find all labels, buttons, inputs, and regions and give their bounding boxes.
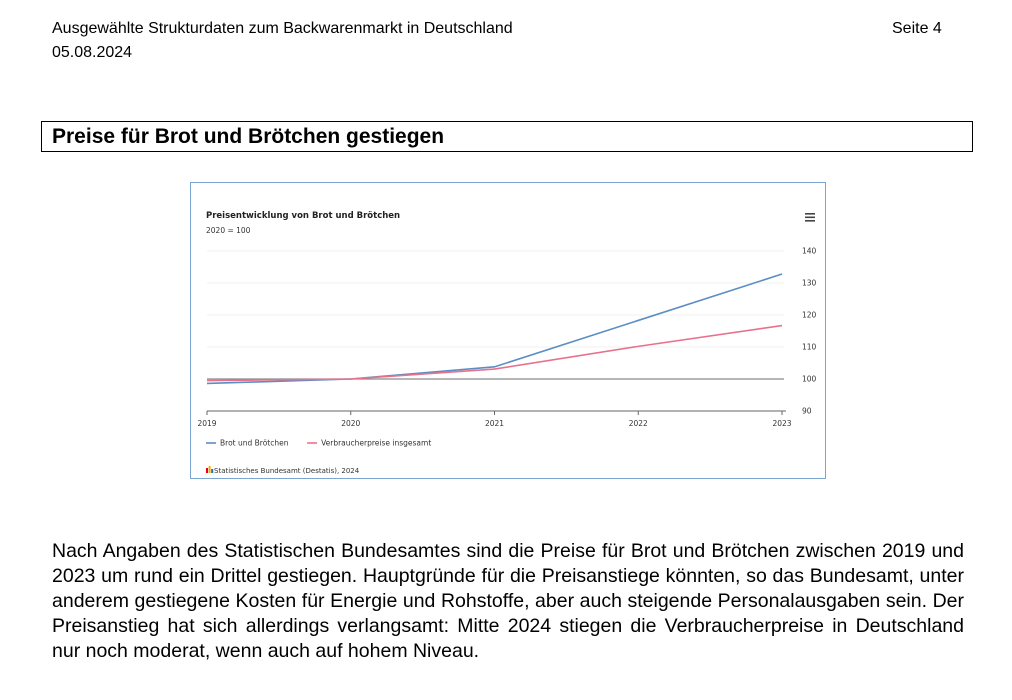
page-number: Seite 4: [892, 20, 942, 37]
section-title: Preise für Brot und Brötchen gestiegen: [52, 125, 445, 148]
xtick-label: 2020: [341, 419, 361, 428]
series-line-2: [207, 326, 782, 381]
chart-title: Preisentwicklung von Brot und Brötchen: [206, 211, 401, 221]
chart-source: Statistisches Bundesamt (Destatis), 2024: [214, 467, 360, 475]
xtick-label: 2023: [772, 419, 792, 428]
xtick-label: 2019: [197, 419, 217, 428]
ytick-label: 110: [802, 342, 817, 352]
ytick-label: 130: [802, 278, 817, 288]
header-title: Ausgewählte Strukturdaten zum Backwarenmarkt in Deutschland: [52, 20, 513, 37]
chart-frame: [190, 182, 826, 479]
ytick-label: 90: [802, 406, 812, 416]
ytick-label: 120: [802, 310, 817, 320]
section-heading-box: [41, 121, 973, 152]
chart-subtitle: 2020 = 100: [206, 226, 251, 235]
ytick-label: 100: [802, 374, 817, 384]
xtick-label: 2022: [628, 419, 648, 428]
destatis-logo-icon: [206, 466, 213, 473]
xtick-label: 2021: [484, 419, 505, 428]
legend-label: Brot und Brötchen: [220, 438, 289, 448]
header-date: 05.08.2024: [52, 44, 133, 61]
body-paragraph: Nach Angaben des Statistischen Bundesamtes sind die Preise für Brot und Brötchen zwischen 2019 und 2023 um rund ein Drittel gestiegen. Hauptgründe für die Preisanstiege könnten, so das Bundesamt, unter anderem gestiegene Kosten für Energie und Rohstoffe, aber auch steigende Personalausgaben sein. Der Preisanstieg hat sich allerdings verlangsamt: Mitte 2024 stiegen die Verbraucherpreise in Deutschland nur noch moderat, wenn auch auf hohem Niveau.: [52, 540, 964, 662]
hamburger-menu-icon[interactable]: [805, 213, 815, 222]
price-chart: [191, 183, 824, 477]
series-line-1: [207, 274, 782, 383]
ytick-label: 140: [802, 246, 817, 256]
legend-label: Verbraucherpreise insgesamt: [321, 438, 432, 448]
